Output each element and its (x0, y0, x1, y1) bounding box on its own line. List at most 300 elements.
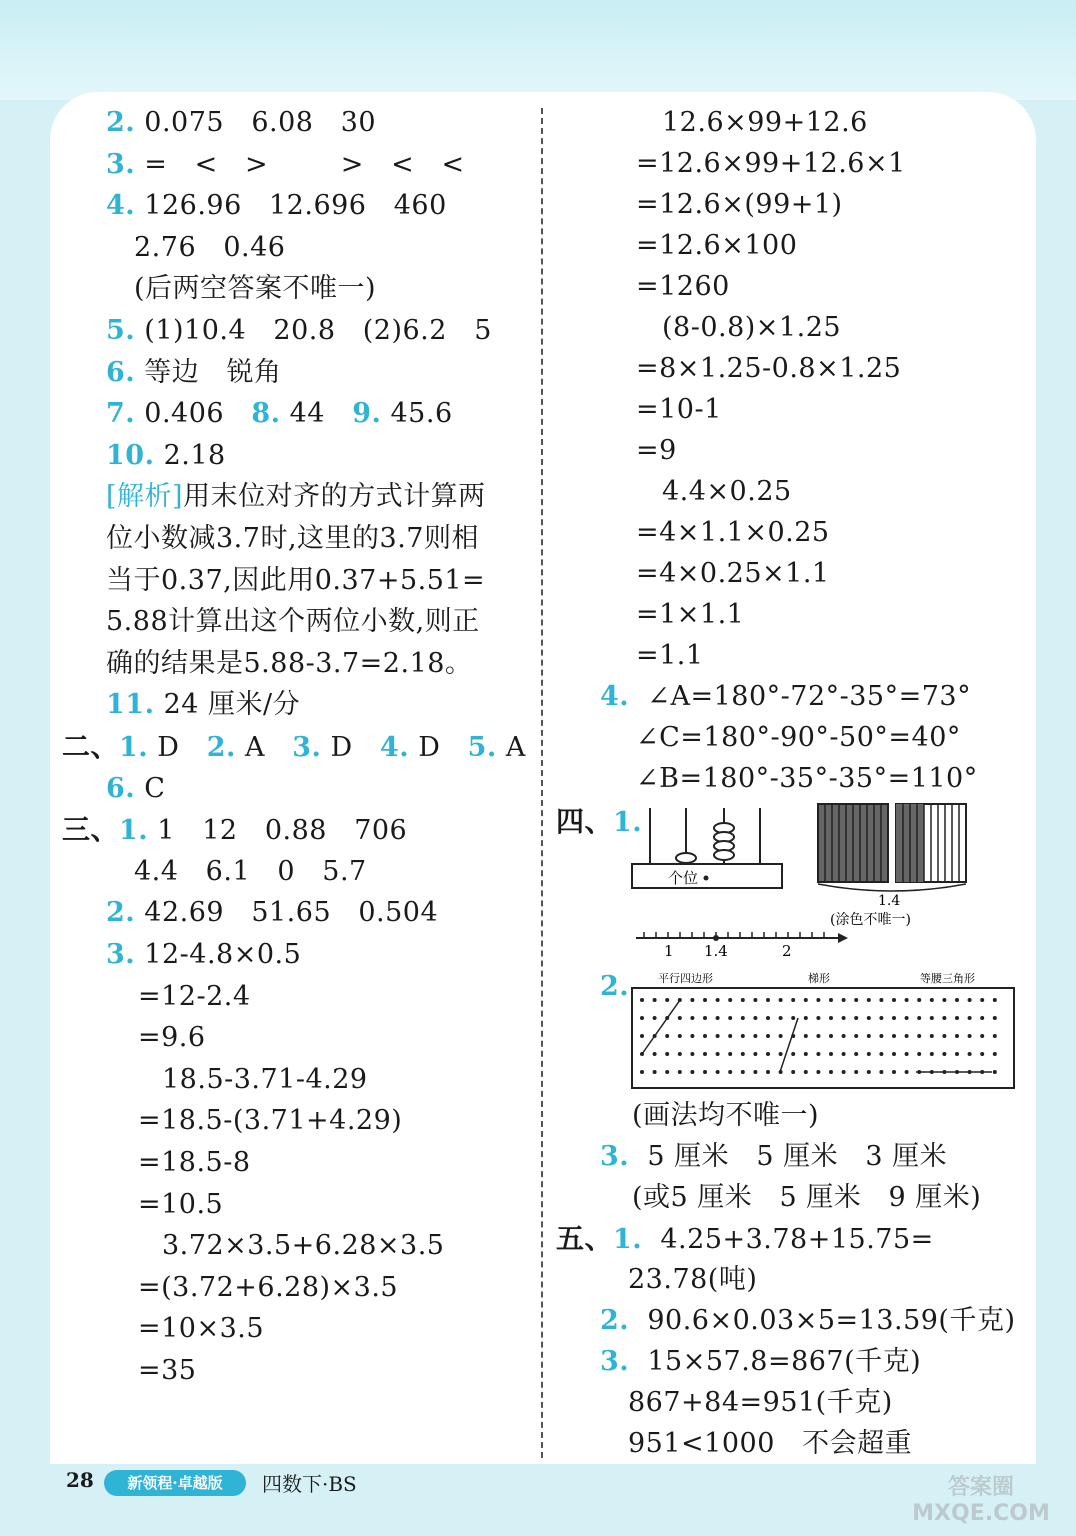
answer-text: =1260 (636, 271, 730, 302)
grid-dot (829, 1034, 833, 1038)
answer-text: 24 厘米/分 (163, 689, 301, 721)
answer-line (106, 688, 327, 722)
grid-dot (804, 1070, 808, 1074)
grid-dot (905, 1070, 909, 1074)
grid-dot (867, 1016, 871, 1020)
grid-dot (690, 1052, 694, 1056)
answer-text: =12.6×100 (636, 230, 798, 261)
grid-dot (854, 1070, 858, 1074)
grid-dot (930, 1052, 934, 1056)
item-number: 2. (600, 971, 630, 1002)
grid-dot (816, 1034, 820, 1038)
grid-dot (665, 1070, 669, 1074)
grid-dot (829, 1052, 833, 1056)
grid-dot (993, 1034, 997, 1038)
answer-line (106, 938, 329, 972)
grid-dot (816, 1052, 820, 1056)
grid-value-label: 1.4 (878, 893, 901, 909)
answer-line (600, 1345, 921, 1379)
item-number: 7. (106, 398, 136, 430)
numberline-label: 1.4 (704, 942, 728, 960)
grid-dot (753, 998, 757, 1002)
grid-dot (640, 1016, 644, 1020)
grid-dot (791, 1070, 795, 1074)
answer-text: D (157, 732, 180, 763)
item-number: 3. (106, 148, 136, 180)
grid-dot (728, 1052, 732, 1056)
numberline-label: 2 (782, 942, 792, 960)
grid-note: (涂色不唯一) (830, 912, 911, 928)
grid-dot (955, 1016, 959, 1020)
item-number: 2. (600, 1305, 630, 1336)
answer-line (106, 106, 403, 140)
grid-dot (993, 1016, 997, 1020)
answer-text: =10-1 (636, 394, 722, 425)
grid-dot (640, 998, 644, 1002)
abacus-label: 个位 (668, 869, 699, 887)
grid-dot (766, 1016, 770, 1020)
grid-dot (703, 1052, 707, 1056)
grid-dot (741, 1070, 745, 1074)
grid-dot (854, 1034, 858, 1038)
watermark: 答案圈 MXQE.COM (912, 1475, 1050, 1526)
answer-text: =18.5-(3.71+4.29) (138, 1105, 403, 1137)
answer-text: =4×1.1×0.25 (636, 517, 830, 548)
answer-text: 确的结果是5.88-3.7=2.18。 (106, 647, 473, 679)
grid-dot (905, 1052, 909, 1056)
answer-text: =10×3.5 (138, 1313, 265, 1345)
item-number: 1. (613, 807, 643, 838)
grid-dot (842, 1052, 846, 1056)
grid-dot (905, 1034, 909, 1038)
grid-dot (665, 1034, 669, 1038)
grid-dot (917, 1052, 921, 1056)
grid-dot (804, 1052, 808, 1056)
grid-dot (905, 1016, 909, 1020)
answer-text: 当于0.37,因此用0.37+5.51= (106, 564, 486, 596)
answer-text: 2.76 0.46 (134, 231, 286, 263)
numberline-label: 1 (664, 942, 674, 960)
grid-dot (879, 1034, 883, 1038)
grid-dot (716, 1052, 720, 1056)
answer-line (138, 1104, 430, 1138)
answer-text: =8×1.25-0.8×1.25 (636, 353, 902, 384)
answer-line (636, 229, 797, 263)
item-number: 4. (106, 190, 136, 222)
answer-line (636, 188, 843, 222)
answer-text: = < > > < < (144, 148, 465, 180)
answer-text: =1×1.1 (636, 599, 745, 630)
grid-dot (728, 1034, 732, 1038)
grid-dot (968, 1052, 972, 1056)
answer-text: =18.5-8 (138, 1147, 251, 1178)
grid-dot (741, 1052, 745, 1056)
grid-dot (980, 1016, 984, 1020)
item-number: 3. (600, 1346, 630, 1377)
grid-dot (892, 1034, 896, 1038)
grid-dot (766, 1052, 770, 1056)
answer-text: 1 12 0.88 706 (157, 815, 408, 847)
answer-line (106, 605, 507, 639)
grid-dot (741, 1016, 745, 1020)
grid-dot (741, 998, 745, 1002)
answer-line (106, 522, 506, 556)
answer-text: 18.5-3.71-4.29 (162, 1063, 368, 1095)
grid-dot (968, 1034, 972, 1038)
grid-dot (955, 998, 959, 1002)
answer-line (62, 730, 526, 765)
grid-dot (829, 1016, 833, 1020)
item-number: 2. (206, 732, 236, 763)
answer-line (106, 480, 513, 514)
answer-text: 45.6 (390, 398, 453, 430)
item-number: 5. (106, 315, 136, 346)
item-number: 5. (467, 732, 497, 763)
number-line-figure (632, 924, 852, 964)
grid-dot (842, 1016, 846, 1020)
answer-line (662, 106, 868, 140)
answer-line (600, 680, 971, 714)
grid-dot (942, 1034, 946, 1038)
dot-label: 平行四边形 (658, 972, 713, 985)
column-divider (541, 108, 543, 1458)
answer-text: =(3.72+6.28)×3.5 (138, 1271, 399, 1303)
grid-dot (816, 998, 820, 1002)
grid-dot (854, 998, 858, 1002)
answer-line (632, 1099, 819, 1133)
grid-dot (892, 998, 896, 1002)
grid-dot (942, 1016, 946, 1020)
grid-dot (879, 1070, 883, 1074)
answer-text: ∠C=180°-90°-50°=40° (636, 722, 961, 753)
answer-line (162, 1063, 395, 1097)
answer-line (636, 147, 906, 181)
grid-dot (753, 1070, 757, 1074)
grid-dot (766, 1070, 770, 1074)
answer-text: =12.6×(99+1) (636, 189, 843, 220)
item-number: 3. (600, 1141, 630, 1172)
answer-line (636, 393, 722, 427)
grid-dot (690, 1016, 694, 1020)
grid-dot (653, 1070, 657, 1074)
grid-dot (716, 1034, 720, 1038)
grid-dot (942, 998, 946, 1002)
answer-line (106, 314, 519, 348)
grid-dot (703, 1016, 707, 1020)
item-number: 8. (251, 398, 281, 430)
grid-dot (980, 1034, 984, 1038)
answer-line (106, 647, 500, 681)
analysis-tag: [解析] (106, 481, 184, 513)
answer-text: =10.5 (138, 1188, 224, 1220)
answer-line (62, 813, 434, 848)
answer-text: 4.4 6.1 0 5.7 (134, 855, 367, 887)
grid-dot (930, 1016, 934, 1020)
item-number: 4. (379, 732, 410, 763)
answer-text: 4.4×0.25 (662, 476, 792, 507)
section-label: 二、 (62, 730, 120, 763)
answer-text: 4.25+3.78+15.75= (660, 1224, 934, 1255)
answer-text: 0.075 6.08 30 (144, 107, 377, 138)
dot-paper-figure (630, 968, 1018, 1092)
item-number: 1. (613, 1224, 643, 1255)
grid-dot (703, 1034, 707, 1038)
section-label: 四、 (556, 805, 614, 838)
answer-line (628, 1386, 893, 1420)
answer-text: 90.6×0.03×5=13.59(千克) (647, 1305, 1016, 1336)
grid-dot (980, 1052, 984, 1056)
grid-dot (640, 1070, 644, 1074)
grid-dot (766, 1034, 770, 1038)
answer-line (632, 1181, 981, 1215)
answer-line (600, 1304, 1016, 1338)
answer-line (138, 980, 278, 1014)
grid-dot (716, 998, 720, 1002)
grid-dot (678, 1070, 682, 1074)
grid-dot (879, 1016, 883, 1020)
answer-line (134, 855, 394, 889)
answer-line (628, 1427, 912, 1461)
answer-text: 5.88计算出这个两位小数,则正 (106, 606, 480, 638)
answer-line (636, 762, 978, 796)
item-number: 10. (106, 439, 155, 471)
answer-text: 2.18 (163, 439, 226, 471)
grid-dot (854, 1052, 858, 1056)
answer-text: 42.69 51.65 0.504 (144, 897, 439, 929)
answer-line (106, 439, 253, 473)
grid-dot (791, 1016, 795, 1020)
answer-line (662, 475, 792, 509)
top-band (0, 0, 1076, 100)
grid-dot (779, 998, 783, 1002)
grid-dot (942, 1052, 946, 1056)
grid-dot (917, 998, 921, 1002)
answer-text: (1)10.4 20.8 (2)6.2 5 (144, 315, 492, 346)
answer-text: A (505, 732, 526, 763)
grid-dot (728, 998, 732, 1002)
answer-text: D (418, 732, 441, 763)
grid-dot (968, 1016, 972, 1020)
dot-label: 梯形 (808, 972, 830, 985)
answer-text: 用末位对齐的方式计算两 (183, 481, 486, 513)
section-label: 三、 (62, 813, 120, 847)
grid-dot (804, 1016, 808, 1020)
item-number: 2. (106, 897, 136, 929)
answer-text: =4×0.25×1.1 (636, 558, 830, 589)
grid-dot (716, 1016, 720, 1020)
item-number: 2. (106, 107, 136, 138)
answer-text: =9.6 (138, 1022, 206, 1054)
grid-dot (779, 1016, 783, 1020)
grid-dot (678, 1016, 682, 1020)
item-number: 11. (106, 689, 155, 721)
item-number: 4. (600, 681, 630, 712)
section-label: 五、 (556, 1222, 614, 1255)
grid-dot (955, 1034, 959, 1038)
answer-text: =1.1 (636, 640, 704, 671)
brand-badge: 新领程·卓越版 (104, 1470, 246, 1496)
grid-dot (779, 1034, 783, 1038)
grid-dot (791, 998, 795, 1002)
answer-text: ∠A=180°-72°-35°=73° (647, 681, 972, 712)
grid-dot (968, 998, 972, 1002)
answer-text: 位小数减3.7时,这里的3.7则相 (106, 523, 479, 554)
answer-text: =35 (138, 1355, 197, 1386)
answer-line (162, 1229, 472, 1263)
grid-dot (867, 998, 871, 1002)
grid-dot (678, 1052, 682, 1056)
answer-text: =12.6×99+12.6×1 (636, 148, 906, 179)
answer-line (134, 272, 403, 306)
answer-line (138, 1354, 224, 1388)
answer-text: 12.6×99+12.6 (662, 107, 868, 138)
answer-line (138, 1188, 251, 1222)
answer-line (628, 1263, 757, 1297)
grid-dot (930, 1034, 934, 1038)
grid-dot (917, 1034, 921, 1038)
grid-dot (816, 1016, 820, 1020)
dot-label: 等腰三角形 (920, 972, 975, 985)
answer-text: 3.72×3.5+6.28×3.5 (162, 1230, 445, 1262)
answer-line (138, 1271, 425, 1305)
item-number: 6. (106, 772, 136, 804)
decimal-grid-figure (814, 802, 974, 932)
answer-text: 15×57.8=867(千克) (647, 1346, 922, 1377)
grid-dot (816, 1070, 820, 1074)
grid-dot (716, 1070, 720, 1074)
grid-dot (804, 998, 808, 1002)
grid-dot (993, 998, 997, 1002)
answer-line (636, 639, 704, 673)
answer-line (662, 311, 841, 345)
answer-text: (后两空答案不唯一) (134, 273, 377, 305)
item-number: 9. (352, 398, 382, 430)
grid-dot (766, 998, 770, 1002)
answer-line (106, 896, 465, 930)
answer-line (138, 1146, 278, 1180)
grid-dot (690, 998, 694, 1002)
answer-text: =12-2.4 (138, 980, 251, 1012)
answer-text: 5 厘米 5 厘米 3 厘米 (647, 1141, 948, 1172)
grid-dot (640, 1034, 644, 1038)
grid-dot (753, 1016, 757, 1020)
answer-line (636, 270, 730, 304)
grid-dot (892, 1016, 896, 1020)
grid-dot (741, 1034, 745, 1038)
answer-text: 23.78(吨) (628, 1264, 758, 1295)
grid-dot (842, 998, 846, 1002)
answer-line (636, 434, 677, 468)
grid-dot (653, 998, 657, 1002)
grid-dot (653, 1052, 657, 1056)
answer-text: 951<1000 不会超重 (628, 1428, 913, 1459)
answer-text: (或5 厘米 5 厘米 9 厘米) (632, 1182, 982, 1213)
answer-line (106, 189, 474, 223)
grid-dot (791, 1052, 795, 1056)
answer-text: 867+84=951(千克) (628, 1387, 893, 1418)
answer-line (106, 772, 193, 806)
answer-text: ∠B=180°-35°-35°=110° (636, 763, 978, 794)
item-number: 3. (292, 732, 322, 763)
item-number: 1. (119, 732, 149, 763)
grid-dot (892, 1070, 896, 1074)
grid-dot (690, 1070, 694, 1074)
grid-dot (728, 1070, 732, 1074)
answer-text: =9 (636, 435, 677, 466)
answer-line (636, 352, 901, 386)
answer-text: 126.96 12.696 460 (144, 190, 447, 222)
grid-dot (867, 1052, 871, 1056)
page-number: 28 (66, 1468, 94, 1492)
answer-line (106, 148, 492, 182)
abacus-figure (628, 806, 788, 892)
grid-dot (842, 1070, 846, 1074)
grid-dot (917, 1016, 921, 1020)
item-number: 6. (106, 356, 136, 388)
answer-text: 0.406 (144, 398, 225, 430)
grid-dot (804, 1034, 808, 1038)
answer-line (106, 564, 512, 598)
grid-dot (993, 1070, 997, 1074)
answer-text: D (330, 732, 353, 763)
answer-line (636, 598, 744, 632)
answer-line (636, 721, 961, 755)
grid-dot (690, 1034, 694, 1038)
answer-line (106, 397, 480, 431)
grid-dot (879, 998, 883, 1002)
grid-dot (678, 1034, 682, 1038)
answer-line (556, 1222, 934, 1257)
grid-dot (867, 1070, 871, 1074)
grid-dot (980, 998, 984, 1002)
grid-dot (703, 998, 707, 1002)
answer-line (138, 1312, 291, 1346)
answer-text: 等边 锐角 (144, 356, 282, 388)
answer-text: (8-0.8)×1.25 (662, 312, 842, 343)
grid-dot (867, 1034, 871, 1038)
answer-text: 44 (289, 398, 325, 430)
answer-text: C (144, 772, 166, 804)
grid-dot (829, 998, 833, 1002)
answer-line (636, 516, 830, 550)
grid-dot (879, 1052, 883, 1056)
grid-dot (829, 1070, 833, 1074)
grid-dot (703, 1070, 707, 1074)
grid-dot (955, 1052, 959, 1056)
grid-dot (665, 998, 669, 1002)
answer-line (138, 1021, 233, 1055)
grid-dot (753, 1034, 757, 1038)
item-number: 3. (106, 939, 136, 970)
grid-dot (892, 1052, 896, 1056)
grid-dot (665, 1052, 669, 1056)
answer-text: 12-4.8×0.5 (144, 939, 302, 970)
grid-dot (854, 1016, 858, 1020)
grid-dot (993, 1052, 997, 1056)
answer-line (600, 1140, 947, 1174)
item-number: 1. (119, 815, 149, 847)
grid-dot (728, 1016, 732, 1020)
grid-dot (779, 1052, 783, 1056)
grid-dot (842, 1034, 846, 1038)
answer-line (134, 231, 313, 265)
grid-dot (753, 1052, 757, 1056)
answer-text: (画法均不唯一) (632, 1100, 820, 1131)
answer-line (636, 557, 830, 591)
grid-dot (930, 998, 934, 1002)
grade-label: 四数下·BS (262, 1472, 357, 1496)
answer-text: A (244, 732, 265, 763)
